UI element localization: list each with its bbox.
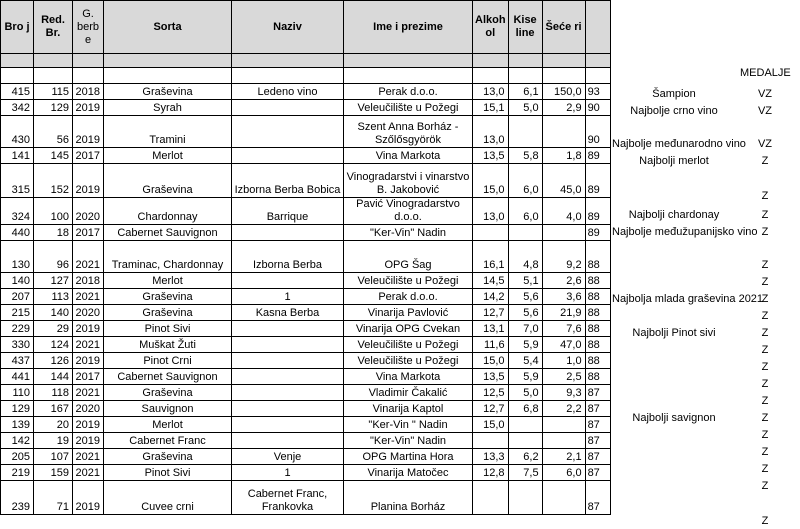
cell-alkohol[interactable]: 13,0 (473, 198, 509, 225)
cell-kiseline[interactable]: 5,9 (508, 337, 542, 353)
table-row (1, 433, 611, 449)
cell-naziv[interactable] (232, 116, 344, 148)
cell-naziv[interactable] (232, 417, 344, 433)
cell-bodovi[interactable]: 88 (585, 241, 610, 273)
cell-red-br[interactable]: 145 (34, 148, 73, 164)
cell-bodovi[interactable]: 88 (585, 369, 610, 385)
cell-sorta[interactable]: Tramini (104, 116, 232, 148)
cell-broj[interactable]: 141 (1, 148, 34, 164)
table-row (1, 116, 611, 148)
cell-secer[interactable]: 47,0 (542, 337, 585, 353)
cell-secer[interactable] (542, 417, 585, 433)
cell-ime[interactable]: "Ker-Vin" Nadin (344, 433, 473, 449)
cell-naziv[interactable] (232, 401, 344, 417)
cell-ime[interactable]: Veleučilište u Požegi (344, 353, 473, 369)
cell-secer[interactable]: 9,3 (542, 385, 585, 401)
cell-ime[interactable]: Perak d.o.o. (344, 289, 473, 305)
cell-bodovi[interactable]: 89 (585, 198, 610, 225)
cell-broj[interactable]: 330 (1, 337, 34, 353)
cell-bodovi[interactable]: 88 (585, 321, 610, 337)
cell-broj[interactable]: 437 (1, 353, 34, 369)
award-note: Najbolja mlada graševina 2021 (612, 293, 764, 305)
cell-kiseline[interactable] (508, 225, 542, 241)
cell-sorta[interactable]: Merlot (104, 273, 232, 289)
cell-bodovi[interactable]: 87 (585, 401, 610, 417)
table-row (1, 164, 611, 198)
cell-naziv[interactable] (232, 100, 344, 116)
cell-ime[interactable]: "Ker-Vin " Nadin (344, 417, 473, 433)
cell-bodovi[interactable]: 88 (585, 273, 610, 289)
cell-kiseline[interactable] (508, 417, 542, 433)
cell-kiseline[interactable]: 6,8 (508, 401, 542, 417)
cell-sorta[interactable]: Merlot (104, 417, 232, 433)
award-note: Najbolji chardonay (628, 209, 720, 221)
cell-naziv[interactable]: 1 (232, 289, 344, 305)
cell-broj[interactable]: 324 (1, 198, 34, 225)
cell-bodovi[interactable]: 89 (585, 148, 610, 164)
table-row (1, 225, 611, 241)
cell-alkohol[interactable]: 16,1 (473, 241, 509, 273)
table-row (1, 465, 611, 481)
award-note: Šampion (652, 88, 696, 100)
table-row (1, 369, 611, 385)
cell-godina[interactable]: 2017 (73, 148, 104, 164)
cell-godina[interactable]: 2021 (73, 289, 104, 305)
medal-value: Z (761, 226, 769, 238)
cell-broj[interactable]: 110 (1, 385, 34, 401)
cell-kiseline[interactable]: 5,6 (508, 289, 542, 305)
cell-secer[interactable]: 2,9 (542, 100, 585, 116)
cell-red-br[interactable]: 29 (34, 321, 73, 337)
cell-red-br[interactable]: 124 (34, 337, 73, 353)
cell-red-br[interactable]: 126 (34, 353, 73, 369)
cell-godina[interactable]: 2018 (73, 84, 104, 100)
cell-ime[interactable]: Vladimir Čakalić (344, 385, 473, 401)
cell-alkohol[interactable]: 13,0 (473, 84, 509, 100)
cell-naziv[interactable]: Izborna Berba Bobica (232, 164, 344, 198)
cell-godina[interactable]: 2019 (73, 353, 104, 369)
cell-secer[interactable]: 2,1 (542, 449, 585, 465)
cell-alkohol[interactable]: 14,5 (473, 273, 509, 289)
cell-alkohol[interactable]: 13,0 (473, 116, 509, 148)
col-alkohol-header[interactable]: Alkoh ol (473, 1, 509, 54)
cell-broj[interactable]: 215 (1, 305, 34, 321)
cell-ime[interactable]: Vinogradarstvi i vinarstvo B. Jakobović (344, 164, 473, 198)
cell-ime[interactable]: Vinarija OPG Cvekan (344, 321, 473, 337)
table-row (1, 353, 611, 369)
cell-bodovi[interactable]: 88 (585, 289, 610, 305)
medal-value: Z (761, 209, 769, 221)
cell-ime[interactable]: OPG Šag (344, 241, 473, 273)
cell-alkohol[interactable]: 15,0 (473, 164, 509, 198)
cell-sorta[interactable]: Cuvee crni (104, 481, 232, 515)
medal-value: Z (761, 155, 769, 167)
cell-secer[interactable] (542, 116, 585, 148)
cell-red-br[interactable]: 107 (34, 449, 73, 465)
table-row (1, 385, 611, 401)
cell-bodovi[interactable]: 87 (585, 449, 610, 465)
cell-bodovi[interactable]: 87 (585, 433, 610, 449)
cell-sorta[interactable]: Graševina (104, 305, 232, 321)
cell-sorta[interactable]: Sauvignon (104, 401, 232, 417)
cell-ime[interactable]: Vinarija Pavlović (344, 305, 473, 321)
cell-naziv[interactable]: Ledeno vino (232, 84, 344, 100)
medal-value: Z (761, 463, 769, 475)
cell-naziv[interactable] (232, 385, 344, 401)
cell-red-br[interactable]: 127 (34, 273, 73, 289)
cell-sorta[interactable]: Graševina (104, 449, 232, 465)
cell-broj[interactable]: 130 (1, 241, 34, 273)
cell-sorta[interactable]: Merlot (104, 148, 232, 164)
medal-value: Z (761, 276, 769, 288)
table-row (1, 84, 611, 100)
cell-broj[interactable]: 129 (1, 401, 34, 417)
cell-red-br[interactable]: 71 (34, 481, 73, 515)
cell-sorta[interactable]: Cabernet Sauvignon (104, 225, 232, 241)
cell-sorta[interactable]: Chardonnay (104, 198, 232, 225)
cell-broj[interactable]: 207 (1, 289, 34, 305)
cell-godina[interactable]: 2019 (73, 321, 104, 337)
medal-value: VZ (757, 88, 773, 100)
cell-broj[interactable]: 219 (1, 465, 34, 481)
medal-value: Z (761, 446, 769, 458)
col-broj-header[interactable]: Bro j (1, 1, 34, 54)
table-row (1, 321, 611, 337)
cell-godina[interactable]: 2021 (73, 449, 104, 465)
medal-value: Z (761, 293, 769, 305)
cell-secer[interactable]: 3,6 (542, 289, 585, 305)
cell-red-br[interactable]: 18 (34, 225, 73, 241)
cell-bodovi[interactable]: 88 (585, 337, 610, 353)
cell-godina[interactable]: 2020 (73, 401, 104, 417)
cell-naziv[interactable] (232, 433, 344, 449)
table-row (1, 273, 611, 289)
cell-secer[interactable]: 9,2 (542, 241, 585, 273)
cell-naziv[interactable] (232, 321, 344, 337)
cell-kiseline[interactable]: 5,4 (508, 353, 542, 369)
award-note: Najbolji savignon (632, 412, 716, 424)
medal-value: Z (761, 480, 769, 492)
cell-broj[interactable]: 430 (1, 116, 34, 148)
cell-naziv[interactable]: 1 (232, 465, 344, 481)
cell-broj[interactable]: 415 (1, 84, 34, 100)
cell-secer[interactable] (542, 225, 585, 241)
cell-broj[interactable]: 139 (1, 417, 34, 433)
cell-kiseline[interactable] (508, 481, 542, 515)
cell-naziv[interactable]: Izborna Berba (232, 241, 344, 273)
cell-sorta[interactable]: Cabernet Franc (104, 433, 232, 449)
cell-broj[interactable]: 441 (1, 369, 34, 385)
cell-kiseline[interactable]: 7,0 (508, 321, 542, 337)
cell-naziv[interactable] (232, 273, 344, 289)
cell-red-br[interactable]: 100 (34, 198, 73, 225)
cell-broj[interactable]: 140 (1, 273, 34, 289)
cell-red-br[interactable]: 19 (34, 433, 73, 449)
cell-sorta[interactable]: Graševina (104, 84, 232, 100)
cell-godina[interactable]: 2021 (73, 337, 104, 353)
cell-red-br[interactable]: 152 (34, 164, 73, 198)
cell-secer[interactable]: 2,2 (542, 401, 585, 417)
table-row (1, 337, 611, 353)
cell-secer[interactable]: 7,6 (542, 321, 585, 337)
cell-alkohol[interactable]: 12,8 (473, 465, 509, 481)
cell-alkohol[interactable]: 13,1 (473, 321, 509, 337)
cell-broj[interactable]: 142 (1, 433, 34, 449)
cell-naziv[interactable]: Kasna Berba (232, 305, 344, 321)
cell-sorta[interactable]: Pinot Sivi (104, 321, 232, 337)
cell-alkohol[interactable] (473, 481, 509, 515)
cell-godina[interactable]: 2019 (73, 433, 104, 449)
col-sorta-header[interactable]: Sorta (104, 1, 232, 54)
award-note: Najbolje međužupanijsko vino (612, 226, 758, 238)
cell-ime[interactable]: Vina Markota (344, 148, 473, 164)
cell-alkohol[interactable]: 15,1 (473, 100, 509, 116)
cell-red-br[interactable]: 140 (34, 305, 73, 321)
cell-bodovi[interactable]: 89 (585, 225, 610, 241)
cell-godina[interactable]: 2017 (73, 369, 104, 385)
cell-secer[interactable] (542, 433, 585, 449)
cell-broj[interactable]: 440 (1, 225, 34, 241)
cell-broj[interactable]: 205 (1, 449, 34, 465)
cell-alkohol[interactable]: 13,5 (473, 148, 509, 164)
cell-broj[interactable]: 342 (1, 100, 34, 116)
award-note: Najbolji Pinot sivi (632, 327, 716, 339)
cell-kiseline[interactable]: 6,2 (508, 449, 542, 465)
cell-alkohol[interactable]: 12,7 (473, 305, 509, 321)
col-godina-header[interactable]: G. berb e (73, 1, 104, 54)
cell-godina[interactable]: 2017 (73, 225, 104, 241)
medal-value: Z (761, 361, 769, 373)
cell-kiseline[interactable]: 6,1 (508, 84, 542, 100)
medal-value: Z (761, 259, 769, 271)
cell-ime[interactable]: Planina Borház (344, 481, 473, 515)
cell-godina[interactable]: 2019 (73, 116, 104, 148)
cell-ime[interactable]: Veleučilište u Požegi (344, 337, 473, 353)
table-row (1, 148, 611, 164)
cell-kiseline[interactable]: 4,8 (508, 241, 542, 273)
cell-alkohol[interactable]: 13,5 (473, 369, 509, 385)
cell-secer[interactable]: 150,0 (542, 84, 585, 100)
col-kiseline-header[interactable]: Kise line (508, 1, 542, 54)
cell-ime[interactable]: Szent Anna Borház - Szőlősgyörök (344, 116, 473, 148)
cell-red-br[interactable]: 129 (34, 100, 73, 116)
cell-ime[interactable]: Vina Markota (344, 369, 473, 385)
cell-ime[interactable]: Veleučilište u Požegi (344, 100, 473, 116)
col-naziv-header[interactable]: Naziv (232, 1, 344, 54)
cell-kiseline[interactable]: 5,6 (508, 305, 542, 321)
cell-kiseline[interactable]: 6,0 (508, 198, 542, 225)
cell-bodovi[interactable]: 87 (585, 465, 610, 481)
cell-ime[interactable]: Veleučilište u Požegi (344, 273, 473, 289)
cell-bodovi[interactable]: 87 (585, 385, 610, 401)
medal-value: Z (761, 310, 769, 322)
cell-alkohol[interactable]: 12,7 (473, 401, 509, 417)
blank-row (1, 68, 611, 84)
cell-alkohol[interactable]: 13,3 (473, 449, 509, 465)
cell-secer[interactable]: 1,0 (542, 353, 585, 369)
cell-ime[interactable]: Vinarija Kaptol (344, 401, 473, 417)
cell-ime[interactable]: "Ker-Vin" Nadin (344, 225, 473, 241)
medal-value: Z (761, 429, 769, 441)
cell-red-br[interactable]: 144 (34, 369, 73, 385)
cell-alkohol[interactable]: 15,0 (473, 353, 509, 369)
cell-sorta[interactable]: Graševina (104, 164, 232, 198)
cell-alkohol[interactable] (473, 225, 509, 241)
cell-kiseline[interactable]: 7,5 (508, 465, 542, 481)
cell-bodovi[interactable]: 90 (585, 100, 610, 116)
cell-kiseline[interactable]: 5,9 (508, 369, 542, 385)
cell-secer[interactable]: 6,0 (542, 465, 585, 481)
cell-alkohol[interactable]: 12,5 (473, 385, 509, 401)
cell-secer[interactable]: 4,0 (542, 198, 585, 225)
cell-ime[interactable]: Perak d.o.o. (344, 84, 473, 100)
cell-godina[interactable]: 2021 (73, 465, 104, 481)
table-row (1, 401, 611, 417)
medal-value: Z (761, 344, 769, 356)
table-row (1, 100, 611, 116)
cell-sorta[interactable]: Pinot Sivi (104, 465, 232, 481)
col-secer-header[interactable]: Šeće ri (542, 1, 585, 54)
cell-naziv[interactable] (232, 369, 344, 385)
cell-godina[interactable]: 2018 (73, 273, 104, 289)
award-note: Najbolje crno vino (630, 105, 718, 117)
cell-sorta[interactable]: Graševina (104, 385, 232, 401)
medal-value: Z (761, 378, 769, 390)
col-bodovi-header[interactable] (585, 1, 610, 54)
cell-red-br[interactable]: 56 (34, 116, 73, 148)
table-row (1, 481, 611, 515)
cell-godina[interactable]: 2021 (73, 385, 104, 401)
cell-godina[interactable]: 2019 (73, 417, 104, 433)
header-row (1, 1, 611, 54)
col-red-br-header[interactable]: Red. Br. (34, 1, 73, 54)
medal-value: Z (761, 515, 769, 527)
cell-secer[interactable]: 2,5 (542, 369, 585, 385)
cell-red-br[interactable]: 113 (34, 289, 73, 305)
cell-sorta[interactable]: Syrah (104, 100, 232, 116)
cell-godina[interactable]: 2019 (73, 481, 104, 515)
cell-secer[interactable] (542, 481, 585, 515)
cell-bodovi[interactable]: 88 (585, 305, 610, 321)
medal-value: Z (761, 412, 769, 424)
cell-ime[interactable]: Vinarija Matočec (344, 465, 473, 481)
medal-value: Z (761, 190, 769, 202)
cell-bodovi[interactable]: 87 (585, 481, 610, 515)
cell-broj[interactable]: 229 (1, 321, 34, 337)
cell-secer[interactable]: 45,0 (542, 164, 585, 198)
cell-red-br[interactable]: 96 (34, 241, 73, 273)
cell-naziv[interactable] (232, 337, 344, 353)
cell-sorta[interactable]: Muškat Žuti (104, 337, 232, 353)
cell-kiseline[interactable]: 6,0 (508, 164, 542, 198)
cell-naziv[interactable]: Venje (232, 449, 344, 465)
table-row (1, 449, 611, 465)
cell-bodovi[interactable]: 88 (585, 353, 610, 369)
cell-godina[interactable]: 2021 (73, 241, 104, 273)
table-row (1, 241, 611, 273)
cell-red-br[interactable]: 159 (34, 465, 73, 481)
spacer-row (1, 54, 611, 68)
medal-value: Z (761, 395, 769, 407)
cell-naziv[interactable]: Cabernet Franc, Frankovka (232, 481, 344, 515)
cell-sorta[interactable]: Traminac, Chardonnay (104, 241, 232, 273)
table-row (1, 305, 611, 321)
cell-sorta[interactable]: Pinot Crni (104, 353, 232, 369)
award-note: Najbolji merlot (639, 155, 709, 167)
medal-value: VZ (757, 105, 773, 117)
col-ime-header[interactable]: Ime i prezime (344, 1, 473, 54)
cell-bodovi[interactable]: 90 (585, 116, 610, 148)
medal-value: VZ (757, 138, 773, 150)
cell-naziv[interactable] (232, 225, 344, 241)
cell-sorta[interactable]: Cabernet Sauvignon (104, 369, 232, 385)
cell-naziv[interactable]: Barrique (232, 198, 344, 225)
cell-alkohol[interactable]: 15,0 (473, 417, 509, 433)
cell-secer[interactable]: 2,6 (542, 273, 585, 289)
cell-naziv[interactable] (232, 148, 344, 164)
cell-godina[interactable]: 2020 (73, 198, 104, 225)
cell-alkohol[interactable]: 11,6 (473, 337, 509, 353)
cell-secer[interactable]: 1,8 (542, 148, 585, 164)
cell-ime[interactable]: OPG Martina Hora (344, 449, 473, 465)
table-row (1, 289, 611, 305)
cell-godina[interactable]: 2019 (73, 100, 104, 116)
cell-broj[interactable]: 315 (1, 164, 34, 198)
cell-red-br[interactable]: 20 (34, 417, 73, 433)
cell-kiseline[interactable]: 5,8 (508, 148, 542, 164)
cell-alkohol[interactable] (473, 433, 509, 449)
cell-bodovi[interactable]: 93 (585, 84, 610, 100)
cell-bodovi[interactable]: 87 (585, 417, 610, 433)
cell-godina[interactable]: 2019 (73, 164, 104, 198)
cell-kiseline[interactable] (508, 116, 542, 148)
cell-kiseline[interactable]: 5,0 (508, 385, 542, 401)
cell-ime[interactable]: Pavić Vinogradarstvo d.o.o. (344, 198, 473, 225)
cell-kiseline[interactable] (508, 433, 542, 449)
cell-red-br[interactable]: 115 (34, 84, 73, 100)
table-row (1, 198, 611, 225)
medalje-header: MEDALJE (740, 67, 791, 79)
cell-kiseline[interactable]: 5,0 (508, 100, 542, 116)
award-note: Najbolje međunarodno vino (612, 138, 746, 150)
cell-broj[interactable]: 239 (1, 481, 34, 515)
cell-bodovi[interactable]: 89 (585, 164, 610, 198)
medal-value: Z (761, 327, 769, 339)
cell-red-br[interactable]: 118 (34, 385, 73, 401)
table-row (1, 417, 611, 433)
cell-alkohol[interactable]: 14,2 (473, 289, 509, 305)
cell-kiseline[interactable]: 5,1 (508, 273, 542, 289)
cell-naziv[interactable] (232, 353, 344, 369)
cell-secer[interactable]: 21,9 (542, 305, 585, 321)
cell-sorta[interactable]: Graševina (104, 289, 232, 305)
cell-red-br[interactable]: 167 (34, 401, 73, 417)
cell-godina[interactable]: 2020 (73, 305, 104, 321)
